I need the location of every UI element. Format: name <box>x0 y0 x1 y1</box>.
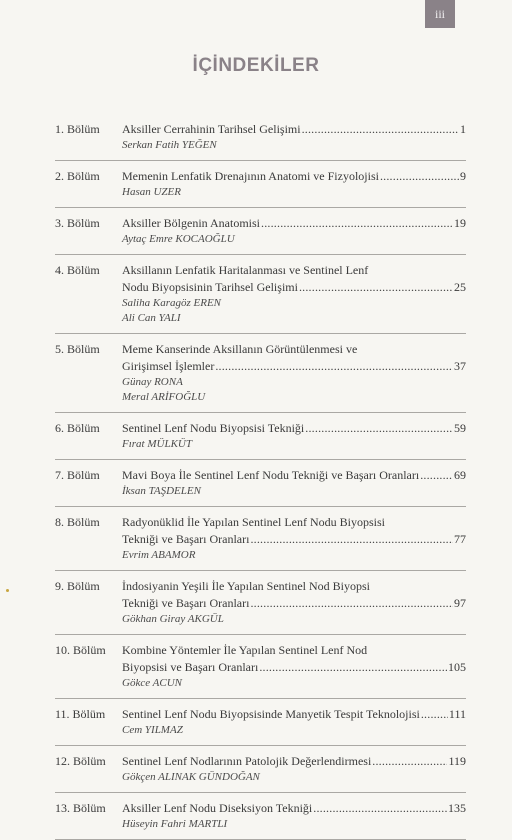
chapter-title-text: Meme Kanserinde Aksillanın Görüntülenmesi ve <box>122 342 358 356</box>
author-name: Gökçen ALINAK GÜNDOĞAN <box>122 771 260 783</box>
dot-leader <box>250 595 453 612</box>
toc-entry[interactable] <box>55 121 466 161</box>
chapter-title-line <box>122 578 466 595</box>
chapter-title-line <box>122 514 466 531</box>
page-ref[interactable]: 135 <box>448 801 466 815</box>
entry-body <box>122 800 466 832</box>
chapter-number: 6. Bölüm <box>55 421 100 435</box>
dot-leader <box>259 659 447 676</box>
chapter-number: 5. Bölüm <box>55 342 100 356</box>
chapter-title-text: Sentinel Lenf Nodlarının Patolojik Değerlendirmesi <box>122 754 372 768</box>
chapter-title-text: Kombine Yöntemler İle Yapılan Sentinel Lenf Nod <box>122 643 368 657</box>
toc-entry[interactable] <box>55 753 466 793</box>
chapter-title-line <box>122 659 466 676</box>
entry-body <box>122 215 466 247</box>
entry-body <box>122 420 466 452</box>
chapter-title-line <box>122 358 466 375</box>
author-name: Saliha Karagöz EREN <box>122 297 222 309</box>
chapter-title-text: Radyonüklid İle Yapılan Sentinel Lenf Nodu Biyopsisi <box>122 515 385 529</box>
author-name: Serkan Fatih YEĞEN <box>122 139 217 151</box>
chapter-number: 9. Bölüm <box>55 579 100 593</box>
chapter-title-line <box>122 279 466 296</box>
page-number-badge: iii <box>425 0 455 28</box>
dot-leader <box>372 753 447 770</box>
chapter-title-line <box>122 706 466 723</box>
chapter-number: 8. Bölüm <box>55 515 100 529</box>
dot-leader <box>380 168 459 185</box>
author-name: Günay RONA <box>122 376 183 388</box>
author-name: Hasan UZER <box>122 186 181 198</box>
toc-entry[interactable] <box>55 262 466 334</box>
page-title: İÇİNDEKİLER <box>192 55 320 76</box>
chapter-number: 3. Bölüm <box>55 216 100 230</box>
dot-leader <box>302 121 459 138</box>
entry-body <box>122 753 466 785</box>
chapter-title-text: Tekniği ve Başarı Oranları <box>122 532 250 546</box>
chapter-number: 13. Bölüm <box>55 801 106 815</box>
author-name: Aytaç Emre KOCAOĞLU <box>122 233 235 245</box>
author-name: Fırat MÜLKÜT <box>122 438 192 450</box>
toc-entry[interactable] <box>55 578 466 635</box>
entry-body <box>122 706 466 738</box>
dot-leader <box>421 706 448 723</box>
chapter-title-line <box>122 341 466 358</box>
chapter-title-text: Aksiller Lenf Nodu Diseksiyon Tekniği <box>122 801 313 815</box>
chapter-title-line <box>122 642 466 659</box>
dot-leader <box>305 420 453 437</box>
chapter-title-line <box>122 121 466 138</box>
chapter-title-text: Girişimsel İşlemler <box>122 359 215 373</box>
toc-entry[interactable] <box>55 168 466 208</box>
entry-body <box>122 642 466 691</box>
chapter-title-text: İndosiyanin Yeşili İle Yapılan Sentinel Nod Biyopsi <box>122 579 371 593</box>
chapter-title-line <box>122 531 466 548</box>
toc-entry[interactable] <box>55 215 466 255</box>
chapter-title-line <box>122 800 466 817</box>
toc-entry[interactable] <box>55 467 466 507</box>
speck-mark <box>6 589 9 592</box>
chapter-number: 7. Bölüm <box>55 468 100 482</box>
chapter-number: 4. Bölüm <box>55 263 100 277</box>
entry-body <box>122 121 466 153</box>
page-ref[interactable]: 105 <box>448 660 466 674</box>
dot-leader <box>313 800 447 817</box>
author-name: Ali Can YALI <box>122 312 181 324</box>
page-ref[interactable]: 59 <box>454 421 466 435</box>
chapter-title-line <box>122 420 466 437</box>
dot-leader <box>299 279 453 296</box>
page-ref[interactable]: 25 <box>454 280 466 294</box>
chapter-title-line <box>122 467 466 484</box>
chapter-number: 10. Bölüm <box>55 643 106 657</box>
toc-entry[interactable] <box>55 341 466 413</box>
chapter-title-text: Biyopsisi ve Başarı Oranları <box>122 660 259 674</box>
toc-entry[interactable] <box>55 514 466 571</box>
chapter-title-text: Aksiller Bölgenin Anatomisi <box>122 216 260 230</box>
entry-body <box>122 262 466 326</box>
chapter-title-line <box>122 262 466 279</box>
entry-body <box>122 341 466 405</box>
toc-entry[interactable] <box>55 706 466 746</box>
chapter-number: 12. Bölüm <box>55 754 106 768</box>
entry-body <box>122 578 466 627</box>
chapter-title-text: Tekniği ve Başarı Oranları <box>122 596 250 610</box>
page-ref[interactable]: 19 <box>454 216 466 230</box>
chapter-number: 1. Bölüm <box>55 122 100 136</box>
author-name: Cem YILMAZ <box>122 724 183 736</box>
author-name: İksan TAŞDELEN <box>122 485 201 497</box>
author-name: Evrim ABAMOR <box>122 549 196 561</box>
page-ref[interactable]: 97 <box>454 596 466 610</box>
page-ref[interactable]: 37 <box>454 359 466 373</box>
page-ref[interactable]: 111 <box>448 707 466 721</box>
author-name: Gökce ACUN <box>122 677 182 689</box>
toc-entry[interactable] <box>55 800 466 840</box>
chapter-title-text: Sentinel Lenf Nodu Biyopsisi Tekniği <box>122 421 305 435</box>
chapter-title-text: Aksillanın Lenfatik Haritalanması ve Sentinel Lenf <box>122 263 369 277</box>
chapter-title-text: Mavi Boya İle Sentinel Lenf Nodu Tekniği ve Başarı Oranları <box>122 468 420 482</box>
table-of-contents <box>55 121 466 840</box>
page-ref[interactable]: 77 <box>454 532 466 546</box>
page-ref[interactable]: 119 <box>448 754 466 768</box>
page-ref[interactable]: 69 <box>454 468 466 482</box>
chapter-number: 2. Bölüm <box>55 169 100 183</box>
chapter-title-text: Aksiller Cerrahinin Tarihsel Gelişimi <box>122 122 301 136</box>
dot-leader <box>420 467 453 484</box>
dot-leader <box>261 215 453 232</box>
page-ref[interactable]: 9 <box>460 169 466 183</box>
author-name: Gökhan Giray AKGÜL <box>122 613 224 625</box>
author-name: Meral ARİFOĞLU <box>122 391 206 403</box>
chapter-title-text: Memenin Lenfatik Drenajının Anatomi ve Fizyolojisi <box>122 169 379 183</box>
chapter-number: 11. Bölüm <box>55 707 106 721</box>
author-name: Hüseyin Fahri MARTLI <box>122 818 228 830</box>
dot-leader <box>250 531 453 548</box>
dot-leader <box>215 358 453 375</box>
chapter-title-line <box>122 595 466 612</box>
toc-entry[interactable] <box>55 420 466 460</box>
chapter-title-text: Nodu Biyopsisinin Tarihsel Gelişimi <box>122 280 298 294</box>
entry-body <box>122 514 466 563</box>
chapter-title-text: Sentinel Lenf Nodu Biyopsisinde Manyetik Tespit Teknolojisi <box>122 707 420 721</box>
chapter-title-line <box>122 753 466 770</box>
entry-body <box>122 467 466 499</box>
chapter-title-line <box>122 168 466 185</box>
toc-entry[interactable] <box>55 642 466 699</box>
chapter-title-line <box>122 215 466 232</box>
page-ref[interactable]: 1 <box>460 122 466 136</box>
entry-body <box>122 168 466 200</box>
